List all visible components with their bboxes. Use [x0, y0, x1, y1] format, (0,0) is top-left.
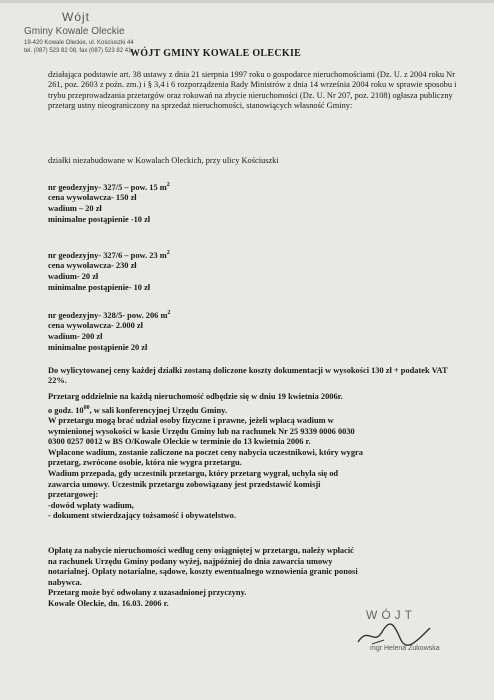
intro-paragraph: działająca podstawie art. 38 ustawy z dnia 21 sierpnia 1997 roku o gospodarce nieruchomościami (Dz. U. z 2004 roku Nr 261, poz. 2603 z poźn. zm.) i § 3,4 i 6 rozporządzenia Rady Ministrów z dnia 14 września 2004 roku w sprawie sposobu i trybu przeprowadzania przetargów oraz rokowań na zbycie nieruchomości (Dz. U. Nr 207, poz. 2108) ogłasza publiczny przetarg ustny nieograniczony na sprzedaż nieruchomości, stanowiących własność Gminy: — [48, 70, 457, 110]
plot-deposit: wadium- 20 zł — [48, 271, 99, 281]
plot-geo: nr geodezyjny- 327/6 – pow. 23 $m^2$ — [48, 250, 170, 260]
plot-geo: nr geodezyjny- 327/5 – pow. 15 $m^2$ — [48, 182, 170, 192]
letterhead-title: Wójt — [62, 10, 90, 24]
plot-block-2 — [48, 248, 170, 293]
location-line: działki niezabudowane w Kowalach Oleckich, przy ulicy Kościuszki — [48, 156, 279, 165]
signature-title: WÓJT — [366, 608, 416, 622]
plot-block-3 — [48, 308, 170, 353]
costs-note: Do wylicytowanej ceny każdej działki zostaną doliczone koszty dokumentacji w wysokości 130 zł + podatek VAT 22%. — [48, 366, 448, 386]
plot-price: cena wywoławcza- 150 zł — [48, 193, 137, 203]
place-date: Kowale Oleckie, dn. 16.03. 2006 r. — [48, 598, 169, 608]
plot-geo: nr geodezyjny- 328/5- pow. 206 $m^2$ — [48, 310, 171, 320]
scan-edge — [0, 0, 494, 3]
auction-terms: Przetarg oddzielnie na każdą nieruchomość odbędzie się w dniu 19 kwietnia 2006r. o godz. $10^{00}$, w sali konferencyjnej Urzędu Gminy. W przetargu mogą brać udział osoby fizyczne i prawne, jeżeli wpłacą wadium w wymienionej wysokości w kasie Urzędu Gminy lub na rachunek Nr 25 9339 0006 0030 0300 0257 0012 w BS O/Kowale Oleckie w terminie do 13 kwietnia 2006 r. Wpłacone wadium, zostanie zaliczone na poczet ceny nabycia uczestnikowi, który wygra przetarg, zwrócone osobie, która nie wygra przetargu. Wadium przepada, gdy uczestnik przetargu, który przetarg wygrał, uchyla się od zawarcia umowy. Uczestnik przetargu zobowiązany jest przedstawić komisji przetargowej: -dowód wpłaty wadium, - dokument stwierdzający tożsamość i obywatelstwo. — [48, 392, 363, 521]
plot-step: minimalne postąpienie -10 zł — [48, 214, 151, 224]
letterhead-subtitle: Gminy Kowale Oleckie — [24, 26, 125, 37]
plot-step: minimalne postąpienie 20 zł — [48, 342, 148, 352]
handwritten-signature-icon — [354, 620, 434, 648]
letterhead-phone: tel. (087) 523 82 08, fax (087) 523 82 41 — [24, 48, 132, 54]
plot-block-1 — [48, 180, 170, 225]
plot-step: minimalne postąpienie- 10 zł — [48, 282, 151, 292]
plot-deposit: wadium- 200 zł — [48, 331, 103, 341]
plot-price: cena wywoławcza- 2.000 zł — [48, 321, 143, 331]
letterhead-address: 19-420 Kowale Oleckie, ul. Kościuszki 44 — [24, 40, 134, 46]
closing-paragraph: Opłatę za nabycie nieruchomości według ceny osiągniętej w przetargu, należy wpłacić na rachunek Urzędu Gminy podany wyżej, najpóźniej do dnia zawarcia umowy notarialnej. Opłaty notarialne, sądowe, koszty ewentualnego wznowienia granic ponosi nabywca. Przetarg może być odwołany z uzasadnionej przyczyny. Kowale Oleckie, dn. 16.03. 2006 r. — [48, 546, 358, 608]
signatory-name: mgr Helena Zukowska — [370, 645, 440, 652]
plot-deposit: wadium – 20 zł — [48, 203, 102, 213]
announcement-heading: WÓJT GMINY KOWALE OLECKIE — [130, 48, 302, 59]
plot-price: cena wywoławcza- 230 zł — [48, 261, 137, 271]
